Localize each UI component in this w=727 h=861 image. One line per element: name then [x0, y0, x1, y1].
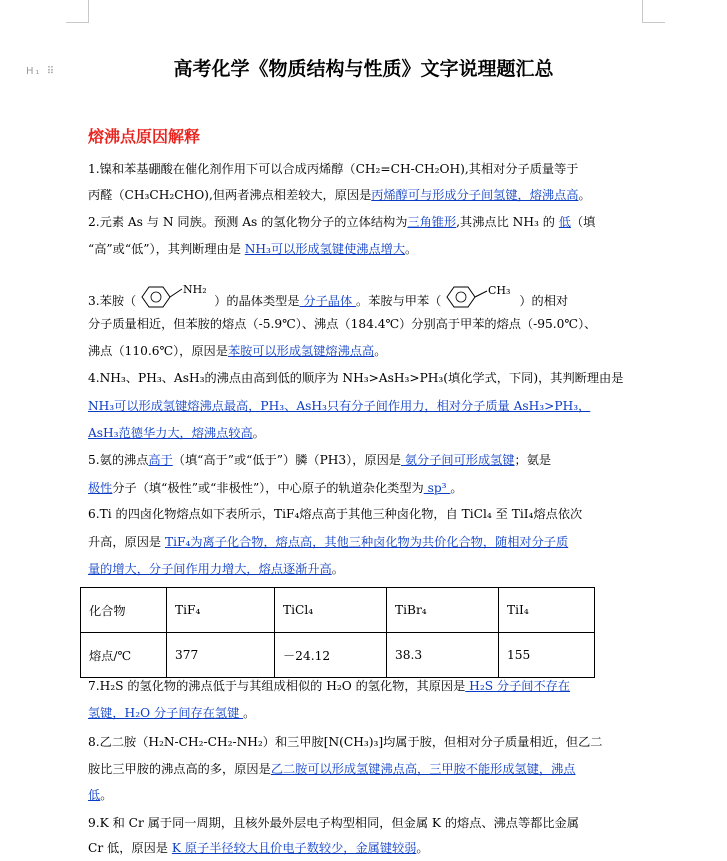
table-header-cell: TiI₄ — [499, 588, 595, 633]
item-3-line-3: 沸点（110.6℃），原因是苯胺可以形成氢键熔沸点高。 — [88, 344, 387, 358]
item-8-answer-1: 乙二胺可以形成氢键沸点高，三甲胺不能形成氢键，沸点 — [270, 762, 576, 776]
item-6-line-3: 量的增大，分子间作用力增大，熔点逐渐升高。 — [88, 562, 344, 576]
table-header-cell: 化合物 — [81, 588, 167, 633]
item-4-answer-1: NH₃可以形成氢键熔沸点最高，PH₃、AsH₃只有分子间作用力，相对分子质量 AsH₃>PH₃， — [88, 399, 591, 413]
page-title: 高考化学《物质结构与性质》文字说理题汇总 — [173, 58, 554, 80]
item-4-answer-2: AsH₃范德华力大，熔沸点较高 — [88, 426, 253, 440]
item-8-line-3: 低。 — [88, 788, 113, 802]
toluene-ch3-label: CH₃ — [488, 284, 511, 297]
item-3-line-2: 分子质量相近，但苯胺的熔点（-5.9℃）、沸点（184.4℃）分别高于甲苯的熔点（-95.0℃）、 — [88, 317, 597, 331]
item-6-line-2: 升高，原因是 TiF₄为离子化合物，熔点高，其他三种卤化物为共价化合物，随相对分子质 — [88, 535, 569, 549]
table-row-label: 熔点/℃ — [81, 633, 167, 678]
table-header-row — [81, 588, 595, 633]
item-7-answer-1: H₂S 分子间不存在 — [465, 679, 571, 693]
item-6-answer-2: 量的增大，分子间作用力增大，熔点逐渐升高 — [88, 562, 332, 576]
item-7-answer-2: 氢键，H₂O 分子间存在氢键 — [88, 706, 244, 720]
item-2-line-2: “高”或“低”），其判断理由是 NH₃可以形成氢键使沸点增大。 — [88, 242, 418, 256]
item-4-line-2 — [88, 394, 648, 419]
page-corner-mark-top-left — [66, 0, 89, 23]
section-heading: 熔沸点原因解释 — [88, 127, 201, 146]
item-9-line-2: Cr 低，原因是 K 原子半径较大且价电子数较少，金属键较弱。 — [88, 841, 429, 855]
melting-point-table — [80, 587, 595, 678]
table-header-cell: TiBr₄ — [387, 588, 499, 633]
table-cell: 377 — [167, 633, 275, 678]
item-9-line-1: 9.K 和 Cr 属于同一周期，且核外最外层电子构型相同，但金属 K 的熔点、沸点等都比金属 — [88, 816, 579, 830]
table-cell: 38.3 — [387, 633, 499, 678]
item-2-line-1: 2.元素 As 与 N 同族。预测 As 的氢化物分子的立体结构为三角锥形,其沸点比 NH₃ 的 低（填 — [88, 215, 596, 229]
table-header-cell: TiCl₄ — [275, 588, 387, 633]
item-8-line-1: 8.乙二胺（H₂N-CH₂-CH₂-NH₂）和三甲胺[N(CH₃)₃]均属于胺，但相对分子质量相近，但乙二 — [88, 735, 603, 749]
page-corner-mark-top-right — [642, 0, 665, 23]
item-5-answer-4: sp³ — [423, 481, 451, 495]
item-4-line-3: AsH₃范德华力大，熔沸点较高。 — [88, 426, 265, 440]
item-5-line-2: 极性分子（填“极性”或“非极性”），中心原子的轨道杂化类型为 sp³ 。 — [88, 481, 463, 495]
item-2-answer-3: NH₃可以形成氢键使沸点增大 — [244, 242, 406, 256]
item-5-line-1: 5.氨的沸点高于（填“高于”或“低于”）膦（PH3），原因是 氨分子间可形成氢键；氨是 — [88, 453, 552, 467]
table-header-cell: TiF₄ — [167, 588, 275, 633]
item-4-line-1: 4.NH₃、PH₃、AsH₃的沸点由高到低的顺序为 NH₃>AsH₃>PH₃(填化学式，下同)，其判断理由是 — [88, 371, 624, 385]
item-1-answer: 丙烯醇可与形成分子间氢键，熔沸点高 — [371, 188, 579, 202]
item-5-answer-3: 极性 — [88, 481, 113, 495]
item-2-answer-1: 三角锥形 — [407, 215, 457, 229]
item-7-line-2: 氢键，H₂O 分子间存在氢键 。 — [88, 706, 256, 720]
item-1-line-2: 丙醛（CH₃CH₂CHO),但两者沸点相差较大，原因是丙烯醇可与形成分子间氢键，熔沸点高。 — [88, 188, 591, 202]
heading-drag-handle-icon[interactable]: H₁ ⠿ — [26, 66, 57, 77]
item-6-line-1: 6.Ti 的四卤化物熔点如下表所示，TiF₄熔点高于其他三种卤化物，自 TiCl₄ 至 TiI₄熔点依次 — [88, 507, 583, 521]
item-5-answer-1: 高于 — [148, 453, 173, 467]
item-8-answer-2: 低 — [88, 788, 101, 802]
item-2-answer-2: 低 — [558, 215, 571, 229]
item-3-answer-1: 分子晶体 — [299, 293, 357, 308]
item-5-answer-2: 氨分子间可形成氢键 — [400, 453, 515, 467]
table-cell: 155 — [499, 633, 595, 678]
item-6-answer-1: TiF₄为离子化合物，熔点高，其他三种卤化物为共价化合物，随相对分子质 — [165, 535, 569, 549]
table-row — [81, 633, 595, 678]
aniline-nh2-label: NH₂ — [183, 284, 207, 296]
table-cell: －24.12 — [275, 633, 387, 678]
item-8-line-2: 胺比三甲胺的沸点高的多，原因是乙二胺可以形成氢键沸点高，三甲胺不能形成氢键，沸点 — [88, 762, 576, 776]
item-3-answer-2: 苯胺可以形成氢键熔沸点高 — [227, 344, 375, 358]
item-9-answer: K 原子半径较大且价电子数较少，金属键较弱 — [171, 841, 417, 855]
item-7-line-1: 7.H₂S 的氢化物的沸点低于与其组成相似的 H₂O 的氢化物，其原因是 H₂S 分子间不存在 — [88, 679, 571, 693]
item-3-line-1: 3.苯胺（ NH₂ ）的晶体类型是 分子晶体 。苯胺与甲苯（ CH₃ ）的相对 — [88, 284, 648, 319]
item-1-line-1: 1.镍和苯基硼酸在催化剂作用下可以合成丙烯醇（CH₂=CH-CH₂OH),其相对分子质量等于 — [88, 162, 579, 176]
